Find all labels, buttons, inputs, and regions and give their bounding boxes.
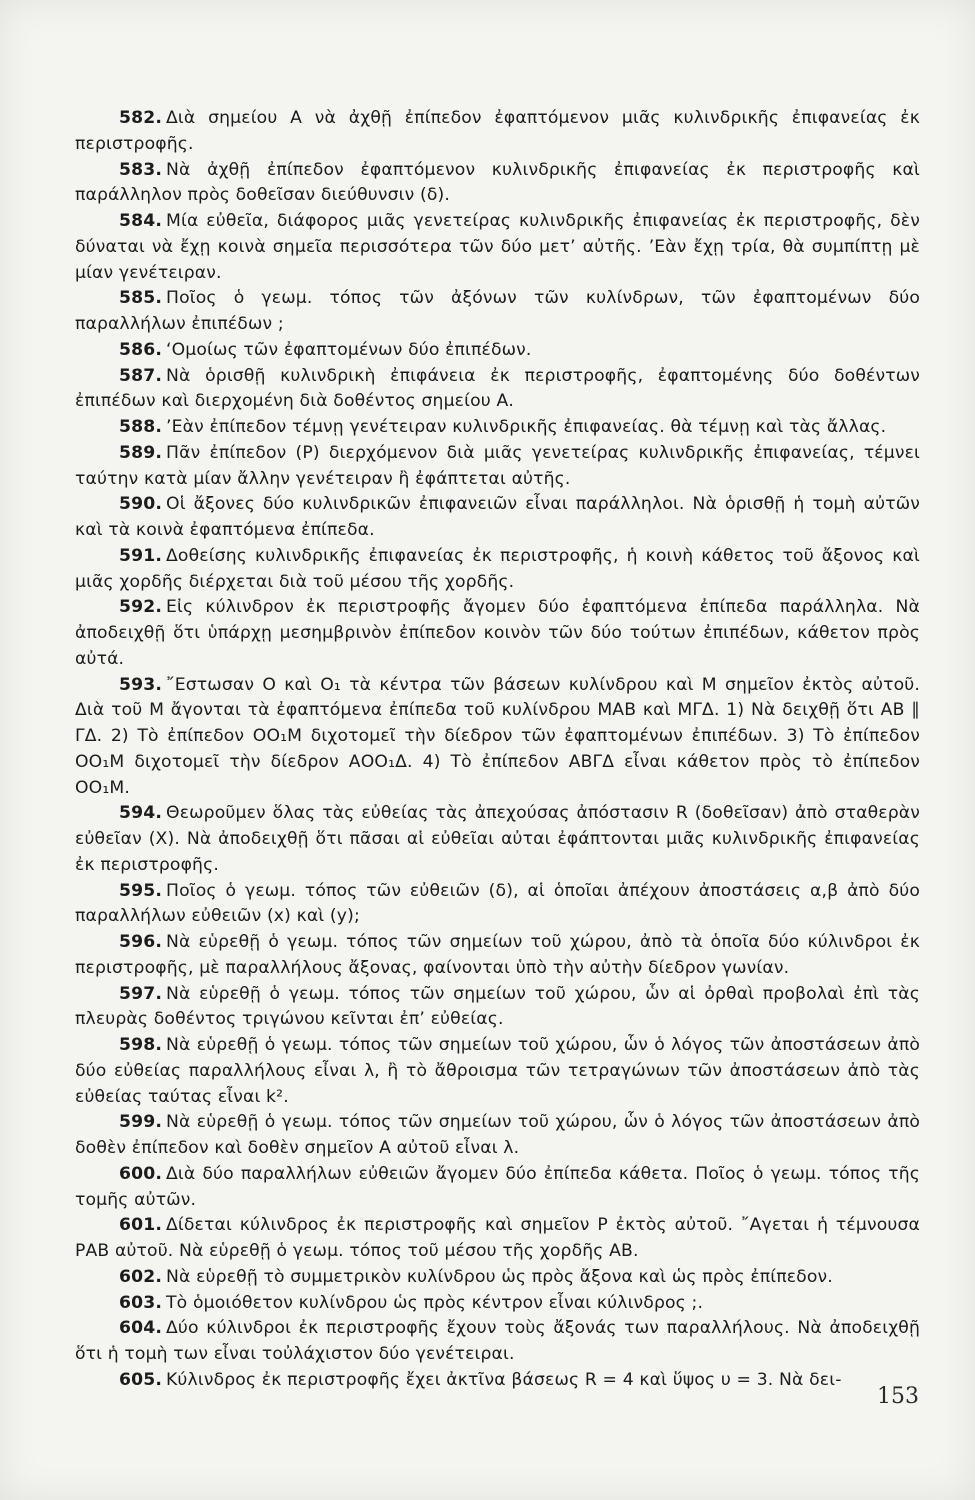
problem-text: Διὰ δύο παραλλήλων εὐθειῶν ἄγομεν δύο ἐπίπεδα κάθετα. Ποῖος ὁ γεωμ. τόπος τῆς τομῆς αὐτῶν.: [75, 1163, 920, 1210]
problem-582: [75, 106, 920, 158]
problem-text: Νὰ εὑρεθῇ τὸ συμμετρικὸν κυλίνδρου ὡς πρὸς ἄξονα καὶ ὡς πρὸς ἐπίπεδον.: [166, 1266, 833, 1287]
problem-595: [75, 879, 920, 931]
problem-text: Νὰ εὑρεθῇ ὁ γεωμ. τόπος τῶν σημείων τοῦ χώρου, ὧν αἱ ὀρθαὶ προβολαὶ ἐπὶ τὰς πλευρὰς δοθέντος τριγώνου κεῖνται ἐπ’ εὐθείας.: [75, 983, 920, 1030]
problem-number: 592.: [119, 597, 163, 618]
problem-text: Νὰ ἀχθῇ ἐπίπεδον ἐφαπτόμενον κυλινδρικῆς ἐπιφανείας ἐκ περιστροφῆς καὶ παράλληλον πρὸς δοθεῖσαν διεύθυνσιν (δ).: [75, 159, 920, 206]
problem-594: [75, 801, 920, 878]
problem-583: [75, 158, 920, 210]
problem-592: [75, 595, 920, 672]
problem-text: ῎Εστωσαν Ο καὶ Ο₁ τὰ κέντρα τῶν βάσεων κυλίνδρου καὶ Μ σημεῖον ἐκτὸς αὐτοῦ. Διὰ τοῦ Μ ἄγονται τὰ ἐφαπτόμενα ἐπίπεδα τοῦ κυλίνδρου ΜΑΒ καὶ ΜΓΔ. 1) Νὰ δειχθῇ ὅτι ΑΒ ∥ ΓΔ. 2) Τὸ ἐπίπεδον ΟΟ₁Μ διχοτομεῖ τὴν δίεδρον τῶν ἐφαπτομένων ἐπιπέδων. 3) Τὸ ἐπίπεδον ΟΟ₁Μ διχοτομεῖ τὴν δίεδρον ΑΟΟ₁Δ. 4) Τὸ ἐπίπεδον ΑΒΓΔ εἶναι κάθετον πρὸς τὸ ἐπίπεδον ΟΟ₁Μ.: [75, 674, 920, 798]
problem-593: [75, 673, 920, 802]
problem-number: 587.: [119, 365, 163, 386]
problem-number: 586.: [119, 339, 163, 360]
problem-text: Νὰ εὑρεθῇ ὁ γεωμ. τόπος τῶν σημείων τοῦ χώρου, ἀπὸ τὰ ὁποῖα δύο κύλινδροι ἐκ περιστροφῆς, μὲ παραλλήλους ἄξονας, φαίνονται ὑπὸ τὴν αὐτὴν δίεδρον γωνίαν.: [75, 932, 920, 978]
problem-number: 584.: [119, 211, 163, 231]
problem-number: 590.: [119, 494, 163, 515]
problem-number: 582.: [119, 108, 163, 128]
problem-number: 591.: [119, 545, 163, 566]
problem-590: [75, 492, 920, 544]
problem-number: 602.: [119, 1266, 163, 1287]
problem-number: 595.: [119, 880, 163, 901]
problem-text: Νὰ εὑρεθῇ ὁ γεωμ. τόπος τῶν σημείων τοῦ χώρου, ὧν ὁ λόγος τῶν ἀποστάσεων ἀπὸ δύο εὐθείας παραλλήλους εἶναι λ, ἢ τὸ ἄθροισμα τῶν τετραγώνων τῶν ἀποστάσεων ἀπὸ τὰς εὐθείας ταύτας εἶναι k².: [75, 1035, 920, 1107]
problem-605: [75, 1368, 920, 1394]
problem-number: 601.: [119, 1215, 163, 1236]
problem-text: Τὸ ὁμοιόθετον κυλίνδρου ὡς πρὸς κέντρον εἶναι κύλινδρος ;.: [166, 1292, 704, 1313]
problem-598: [75, 1033, 920, 1110]
problem-589: [75, 441, 920, 493]
page-number: 153: [877, 1384, 919, 1409]
problem-number: 600.: [119, 1163, 163, 1184]
problem-587: [75, 364, 920, 416]
problem-599: [75, 1110, 920, 1162]
problem-588: [75, 415, 920, 441]
problem-text: Δύο κύλινδροι ἐκ περιστροφῆς ἔχουν τοὺς ἄξονάς των παραλλήλους. Νὰ ἀποδειχθῇ ὅτι ἡ τομὴ των εἶναι τοὐλάχιστον δύο γενέτειραι.: [75, 1318, 920, 1364]
problem-585: [75, 286, 920, 338]
problem-number: 603.: [119, 1292, 163, 1313]
problem-text: Ποῖος ὁ γεωμ. τόπος τῶν ἀξόνων τῶν κυλίνδρων, τῶν ἐφαπτομένων δύο παραλλήλων ἐπιπέδων ;: [75, 288, 920, 334]
problem-603: [75, 1291, 920, 1317]
problem-number: 583.: [119, 159, 163, 180]
problem-number: 585.: [119, 288, 163, 309]
problem-604: [75, 1316, 920, 1368]
problem-text: Οἱ ἄξονες δύο κυλινδρικῶν ἐπιφανειῶν εἶναι παράλληλοι. Νὰ ὁρισθῇ ἡ τομὴ αὐτῶν καὶ τὰ κοινὰ ἐφαπτόμενα ἐπίπεδα.: [75, 494, 920, 540]
problem-text: Κύλινδρος ἐκ περιστροφῆς ἔχει ἀκτῖνα βάσεως R = 4 καὶ ὕψος υ = 3. Νὰ δει-: [166, 1369, 842, 1390]
problem-601: [75, 1213, 920, 1265]
problem-text: ‘Ομοίως τῶν ἐφαπτομένων δύο ἐπιπέδων.: [166, 339, 532, 360]
exercise-list: [75, 106, 920, 1394]
problem-602: [75, 1265, 920, 1291]
problem-text: Θεωροῦμεν ὅλας τὰς εὐθείας τὰς ἀπεχούσας ἀπόστασιν R (δοθεῖσαν) ἀπὸ σταθερὰν εὐθεῖαν (Χ). Νὰ ἀποδειχθῇ ὅτι πᾶσαι αἱ εὐθεῖαι αὐται ἐφάπτονται μιᾶς κυλινδρικῆς ἐπιφανείας ἐκ περιστροφῆς.: [75, 803, 920, 875]
problem-number: 599.: [119, 1112, 163, 1133]
problem-number: 604.: [119, 1318, 163, 1339]
problem-596: [75, 930, 920, 982]
problem-586: [75, 338, 920, 364]
problem-text: Νὰ ὁρισθῇ κυλινδρικὴ ἐπιφάνεια ἐκ περιστροφῆς, ἐφαπτομένης δύο δοθέντων ἐπιπέδων καὶ διερχομένη διὰ δοθέντος σημείου Α.: [75, 365, 920, 412]
problem-text: Εἰς κύλινδρον ἐκ περιστροφῆς ἄγομεν δύο ἐφαπτόμενα ἐπίπεδα παράλληλα. Νὰ ἀποδειχθῇ ὅτι ὑπάρχῃ μεσημβρινὸν ἐπίπεδον κοινὸν τῶν δύο τούτων ἐπιπέδων, κάθετον πρὸς αὐτά.: [75, 597, 920, 669]
problem-584: [75, 209, 920, 286]
problem-number: 589.: [119, 442, 163, 463]
problem-600: [75, 1162, 920, 1214]
problem-number: 597.: [119, 983, 163, 1004]
problem-number: 588.: [119, 417, 163, 437]
problem-number: 605.: [119, 1369, 163, 1390]
problem-text: Διὰ σημείου Α νὰ ἀχθῇ ἐπίπεδον ἐφαπτόμενον μιᾶς κυλινδρικῆς ἐπιφανείας ἐκ περιστροφῆς.: [75, 108, 920, 154]
problem-number: 598.: [119, 1035, 163, 1055]
problem-text: Νὰ εὑρεθῇ ὁ γεωμ. τόπος τῶν σημείων τοῦ χώρου, ὧν ὁ λόγος τῶν ἀποστάσεων ἀπὸ δοθὲν ἐπίπεδον καὶ δοθὲν σημεῖον Α αὐτοῦ εἶναι λ.: [75, 1112, 920, 1158]
problem-text: ’Εὰν ἐπίπεδον τέμνῃ γενέτειραν κυλινδρικῆς ἐπιφανείας. θὰ τέμνῃ καὶ τὰς ἄλλας.: [166, 417, 887, 437]
problem-591: [75, 544, 920, 596]
problem-text: Ποῖος ὁ γεωμ. τόπος τῶν εὐθειῶν (δ), αἱ ὁποῖαι ἀπέχουν ἀποστάσεις α,β ἀπὸ δύο παραλλήλων εὐθειῶν (x) καὶ (y);: [75, 880, 920, 927]
problem-number: 593.: [119, 674, 163, 695]
problem-text: Δίδεται κύλινδρος ἐκ περιστροφῆς καὶ σημεῖον Ρ ἐκτὸς αὐτοῦ. ῎Αγεται ἡ τέμνουσα ΡΑΒ αὐτοῦ. Νὰ εὑρεθῇ ὁ γεωμ. τόπος τοῦ μέσου τῆς χορδῆς ΑΒ.: [75, 1215, 920, 1261]
problem-text: Πᾶν ἐπίπεδον (Ρ) διερχόμενον διὰ μιᾶς γενετείρας κυλινδρικῆς ἐπιφανείας, τέμνει ταύτην κατὰ μίαν ἄλλην γενέτειραν ἢ ἐφάπτεται αὐτῆς.: [75, 442, 920, 489]
problem-597: [75, 982, 920, 1034]
problem-number: 594.: [119, 803, 163, 824]
problem-text: Δοθείσης κυλινδρικῆς ἐπιφανείας ἐκ περιστροφῆς, ἡ κοινὴ κάθετος τοῦ ἄξονος καὶ μιᾶς χορδῆς διέρχεται διὰ τοῦ μέσου τῆς χορδῆς.: [75, 545, 920, 592]
problem-text: Μία εὐθεῖα, διάφορος μιᾶς γενετείρας κυλινδρικῆς ἐπιφανείας ἐκ περιστροφῆς, δὲν δύναται νὰ ἔχῃ κοινὰ σημεῖα περισσότερα τῶν δύο μετ’ αὐτῆς. ’Εὰν ἔχῃ τρία, θὰ συμπίπτῃ μὲ μίαν γενέτειραν.: [75, 211, 920, 283]
problem-number: 596.: [119, 932, 163, 952]
